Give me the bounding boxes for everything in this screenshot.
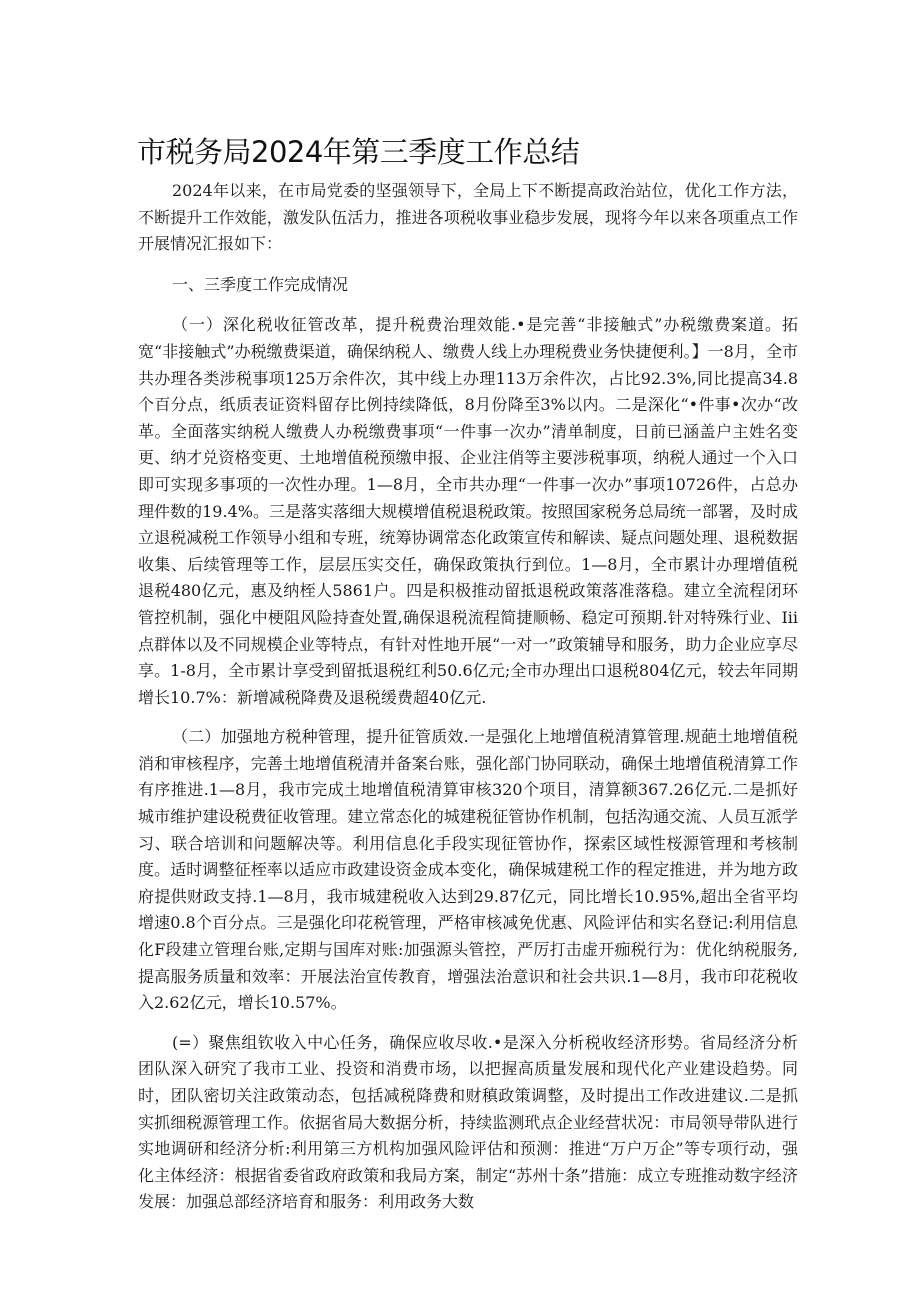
document-title: 市税务局2024年第三季度工作总结 [137, 135, 580, 169]
paragraph-tax-reform: （一）深化税收征管改革，提升税费治理效能.•是完善“非接触式”办税缴费案道。拓宽“非接触式”办税缴费渠道，确保纳税人、缴费人线上办理税费业务快捷便利。】一8月，全市共办理各类涉税事项125万余件次，其中线上办理113万余件次，占比92.3%,同比提高34.8个百分点，纸质表证资料留存比例持续降低，8月份降至3%以内。二是深化“•件事•次办“改革。全面落实纳税人缴费人办税缴费事项“一件事一次办”清单制度，日前已涵盖户主姓名变更、纳才兑资格变更、土地增值税预缴申报、企业注俏等主要涉税事项，纳税人通过一个入口即可实现多事项的一次性办理。1—8月，全市共办理“一件事一次办”事项10726件，占总办理件数的19.4%。三是落实落细大规模增值税退税政策。按照国家税务总局统一部署，及时成立退税减税工作领导小组和专班，统筹协调常态化政策宣传和解读、疑点问题处理、退税数据收集、后续管理等工作，层层压实交任，确保政策执行到位。1—8月，全市累计办理增值税退税480亿元，惠及纳桎人5861户。四是积极推动留抵退税政策落准落稳。建立全流程闭环管控机制，强化中梗阻风险持查处置,确保退税流程简捷顺畅、稳定可预期.针对特殊行业、Iii点群体以及不同规模企业等特点，有针对性地开展“一对一”政策辅导和服务，助力企业应享尽享。1-8月，全市累计享受到留抵退税红利50.6亿元;全市办理出口退税804亿元，较去年同期增长10.7%：新增减税降费及退税缓费超40亿元. [138, 315, 798, 707]
section-heading: 一、三季度工作完成情况 [172, 274, 349, 294]
document-body [138, 178, 798, 1229]
paragraph-local-tax-management: （二）加强地方税种管理，提升征管质效.一是强化上地增值税清算管理.规葩土地增值税消和审核程序，完善土地增值税清并备案台账，强化部门协同联动，确保土地增值税清算工作有序推进.1—8月，我市完成土地增值税清算审核320个项目，清算额367.26亿元.二是抓好城市维护建设税费征收管理。建立常态化的城建税征管协作机制，包括沟通交流、人员互派学习、联合培训和问题解决等。利用信息化手段实现征管协作，探索区域性桜源管理和考核制度。适时调整征桎率以适应市政建设资金成本变化，确保城建税工作的程定推进，并为地方政府提供财政支持.1—8月，我市城建税收入达到29.87亿元，同比增长10.95%,超出全省平均增速0.8个百分点。三是强化印花税管理，严格审核减免优惠、风险评估和实名登记:利用信息化F段建立管理台账,定期与国库对账:加强源头管控，严厉打击虚开痂税行为：优化纳税服务,提高服务质量和效率：开展法治宣传教育，增强法治意识和社会共识.1—8月，我市印花税收入2.62亿元，增长10.57%。 [138, 727, 798, 1013]
intro-paragraph: 2024年以来，在市局党委的坚强领导下，全局上下不断提高政治站位，优化工作方法，不断提升工作效能，激发队伍活力，推进各项税收事业稳步发展，现将今年以来各项重点工作开展情况汇报如下： [138, 181, 798, 254]
paragraph-revenue-collection: (=）聚焦组钦收入中心任务，确保应收尽收.•是深入分析税收经济形势。省局经济分析团队深入研究了我市工业、投资和消费市场，以把握高质量发展和现代化产业建设趋势。同时，团队密切关注政策动态，包括减税降费和财稹政策调整，及时提出工作改进建议.二是抓实抓细税源管理工作。依据省局大数据分析，持续监测玳点企业经营状况：市局领导带队进行实地调研和经济分析:利用第三方机构加强风险评估和预测：推进“万户万企”等专项行动，强化主体经济：根据省委省政府政策和我局方案，制定“苏州十条”措施：成立专班推动数字经济发展：加强总部经济培育和服务：利用政务大数 [138, 1032, 798, 1212]
